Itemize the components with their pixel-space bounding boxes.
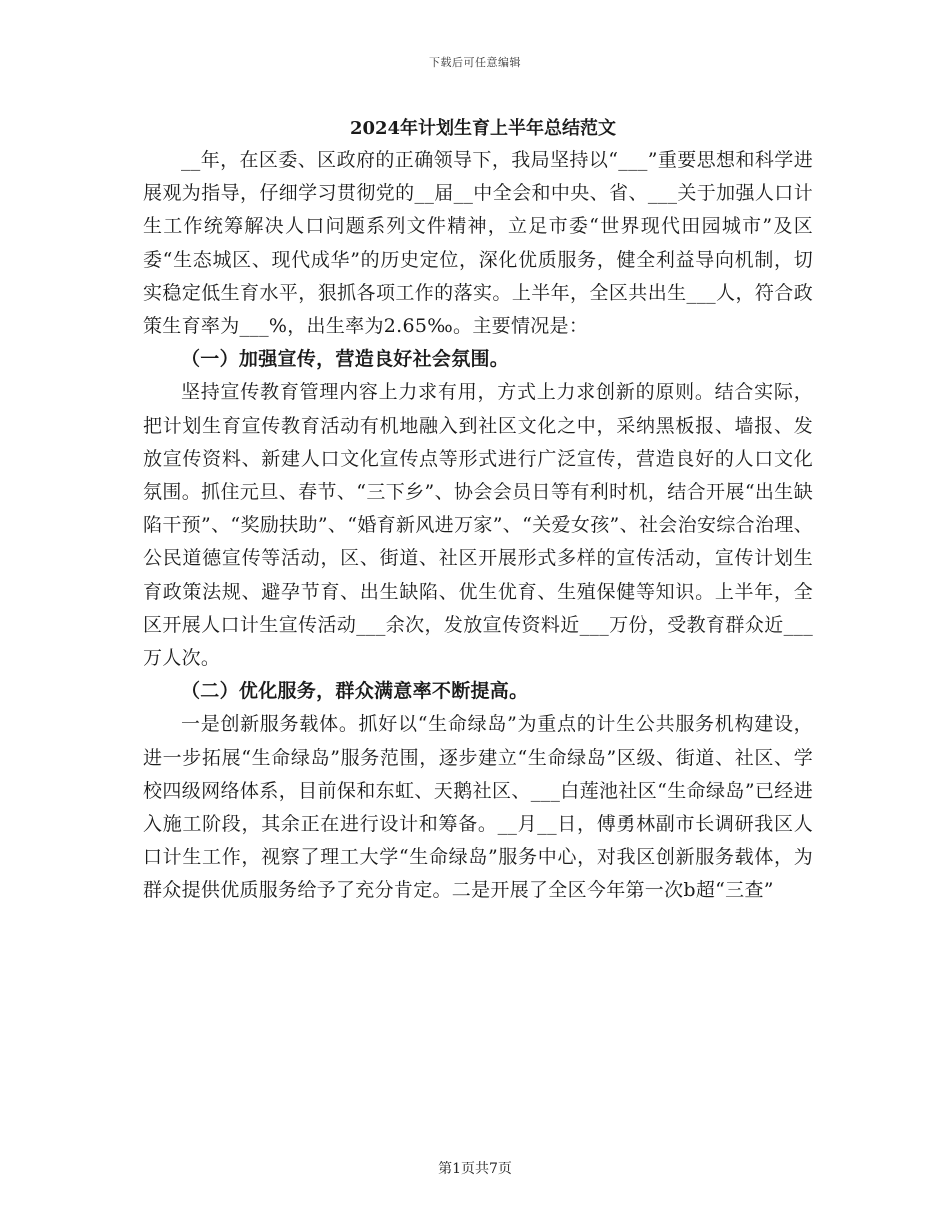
section-heading-2: （二）优化服务，群众满意率不断提高。: [181, 680, 529, 703]
document-title: 2024年计划生育上半年总结范文: [349, 118, 617, 139]
paragraph-publicity: 坚持宣传教育管理内容上力求有用，方式上力求创新的原则。结合实际，把计划生育宣传教育活动有机地融入到社区文化之中，采纳黑板报、墙报、发放宣传资料、新建人口文化宣传点等形式进行广泛宣传，营造良好的人口文化氛围。抓住元旦、春节、“三下乡”、协会会员日等有利时机，结合开展“出生缺陷干预”、“奖励扶助”、“婚育新风进万家”、“关爱女孩”、社会治安综合治理、公民道德宣传等活动，区、街道、社区开展形式多样的宣传活动，宣传计划生育政策法规、避孕节育、出生缺陷、优生优育、生殖保健等知识。上半年，全区开展人口计生宣传活动___余次，发放宣传资料近___万份，受教育群众近___万人次。: [143, 381, 813, 670]
document-body: [143, 114, 813, 908]
paragraph-services: 一是创新服务载体。抓好以“生命绿岛”为重点的计生公共服务机构建设，进一步拓展“生命绿岛”服务范围，逐步建立“生命绿岛”区级、街道、社区、学校四级网络体系，目前保和东虹、天鹅社区、___白莲池社区“生命绿岛”已经进入施工阶段，其余正在进行设计和筹备。__月__日，傅勇林副市长调研我区人口计生工作，视察了理工大学“生命绿岛”服务中心，对我区创新服务载体，为群众提供优质服务给予了充分肯定。二是开展了全区今年第一次b超“三查”: [143, 713, 813, 902]
section-heading-1: （一）加强宣传，营造良好社会氛围。: [181, 348, 510, 371]
paragraph-intro: __年，在区委、区政府的正确领导下，我局坚持以“___”重要思想和科学进展观为指导，仔细学习贯彻党的__届__中全会和中央、省、___关于加强人口计生工作统筹解决人口问题系列文件精神，立足市委“世界现代田园城市”及区委“生态城区、现代成华”的历史定位，深化优质服务，健全利益导向机制，切实稳定低生育水平，狠抓各项工作的落实。上半年，全区共出生___人，符合政策生育率为___%，出生率为2.65‰。主要情况是：: [143, 149, 813, 338]
page-number: 第1页共7页: [438, 1161, 512, 1177]
header-note: 下载后可任意编辑: [429, 56, 521, 69]
